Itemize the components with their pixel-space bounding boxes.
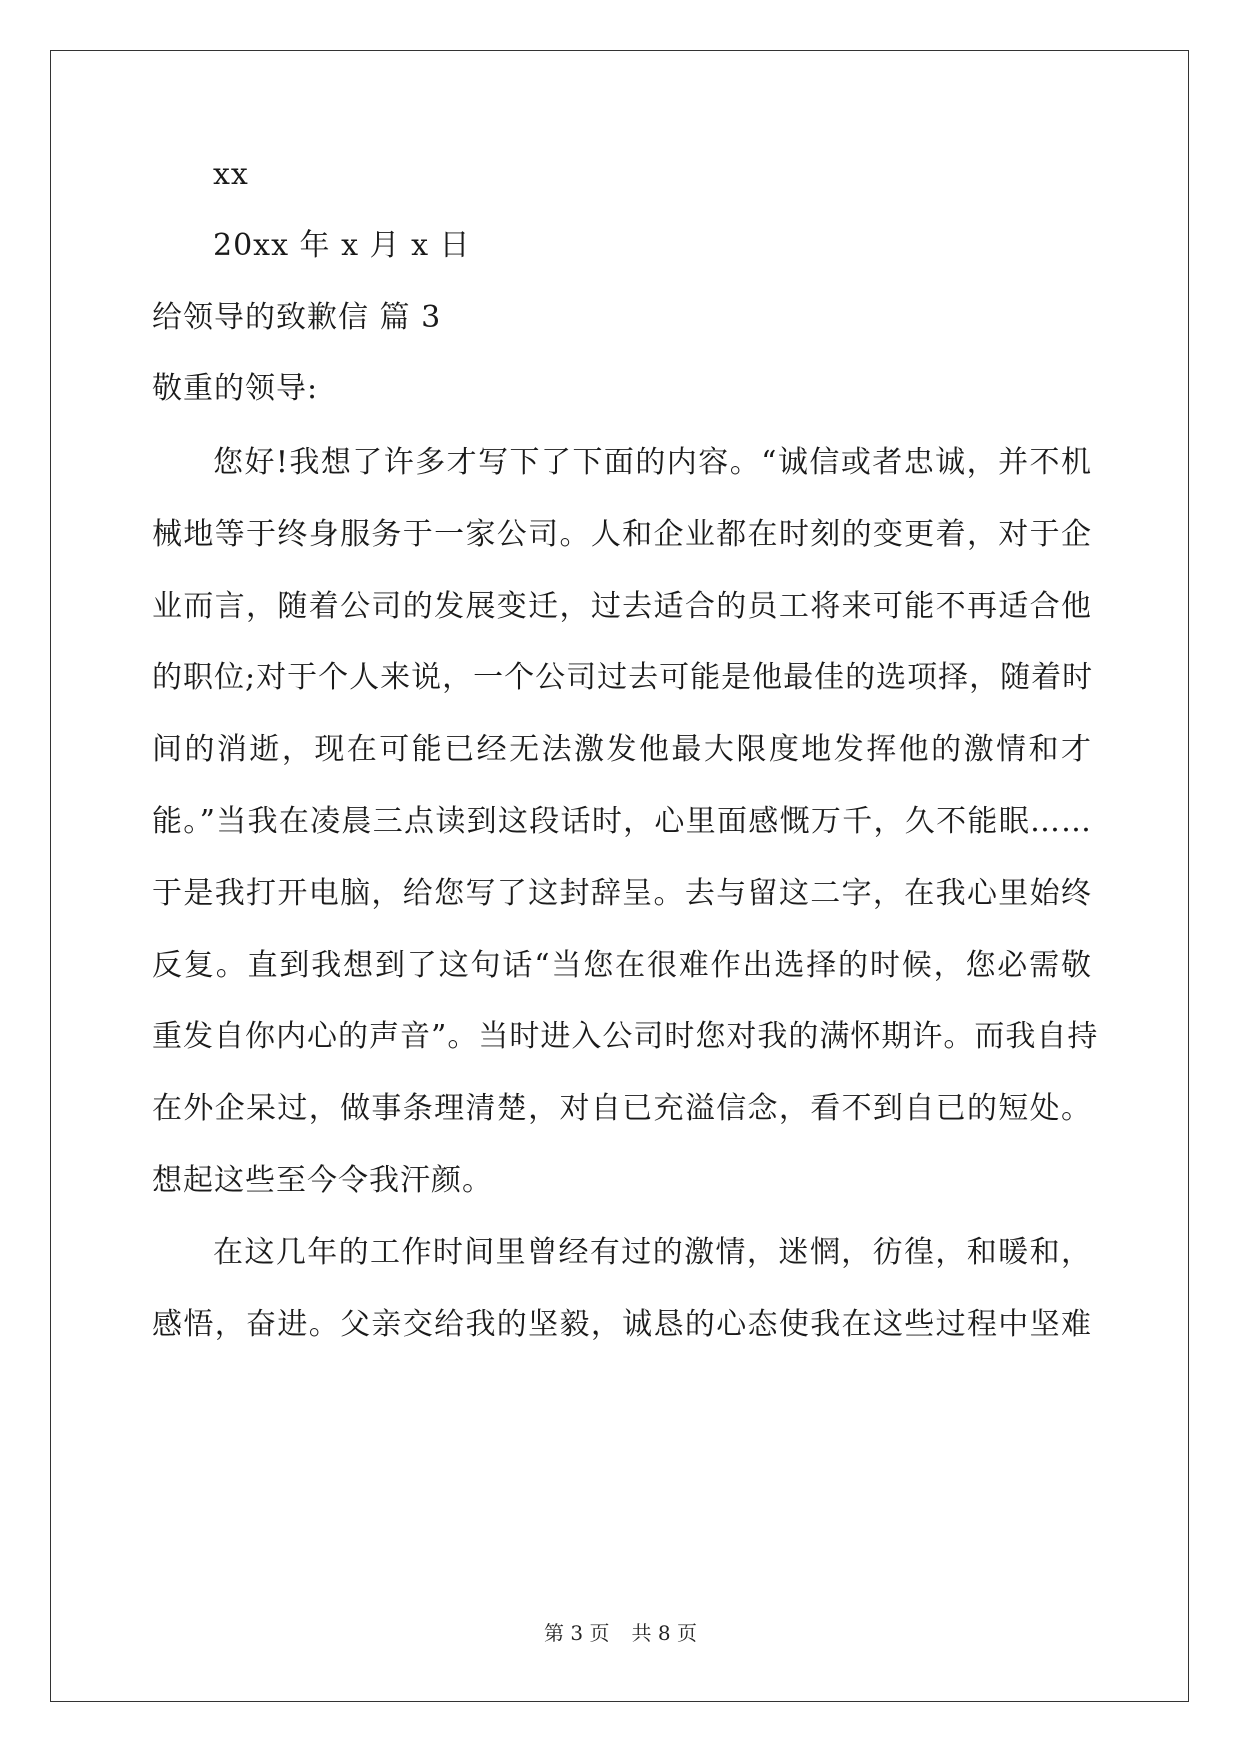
- page-footer: [0, 1620, 1241, 1646]
- signature-date: 20xx 年 x 月 x 日: [213, 228, 471, 263]
- paragraph-line: 业而言，随着公司的发展变迁，过去适合的员工将来可能不再适合他: [152, 589, 1092, 624]
- paragraph-line: 感悟，奋进。父亲交给我的坚毅，诚恳的心态使我在这些过程中坚难: [152, 1307, 1092, 1342]
- paragraph-line: 间的消逝，现在可能已经无法激发他最大限度地发挥他的激情和才: [152, 732, 1092, 767]
- paragraph-line: 在外企呆过，做事条理清楚，对自已充溢信念，看不到自已的短处。: [152, 1091, 1092, 1126]
- paragraph-line: 反复。直到我想到了这句话“当您在很难作出选择的时候，您必需敬: [152, 948, 1092, 983]
- salutation: 敬重的领导:: [152, 371, 319, 406]
- paragraph-line: 的职位;对于个人来说，一个公司过去可能是他最佳的选项择，随着时: [152, 660, 1094, 695]
- paragraph-line: 械地等于终身服务于一家公司。人和企业都在时刻的变更着，对于企: [152, 517, 1092, 552]
- section-title: 给领导的致歉信 篇 3: [152, 300, 442, 335]
- paragraph-line: 在这几年的工作时间里曾经有过的激情，迷惘，彷徨，和暖和，: [213, 1235, 1092, 1270]
- paragraph-line: 您好!我想了许多才写下了下面的内容。“诚信或者忠诚，并不机: [213, 445, 1092, 480]
- signature-name: xx: [213, 157, 249, 192]
- paragraph-line: 于是我打开电脑，给您写了这封辞呈。去与留这二字，在我心里始终: [152, 876, 1092, 911]
- paragraph-line: 想起这些至今令我汗颜。: [152, 1163, 493, 1198]
- current-page-label: 第 3 页: [544, 1621, 610, 1645]
- paragraph-line: 能。”当我在凌晨三点读到这段话时，心里面感慨万千，久不能眠……: [152, 804, 1092, 839]
- paragraph-line: 重发自你内心的声音”。当时进入公司时您对我的满怀期许。而我自持: [152, 1019, 1099, 1054]
- total-pages-label: 共 8 页: [631, 1621, 697, 1645]
